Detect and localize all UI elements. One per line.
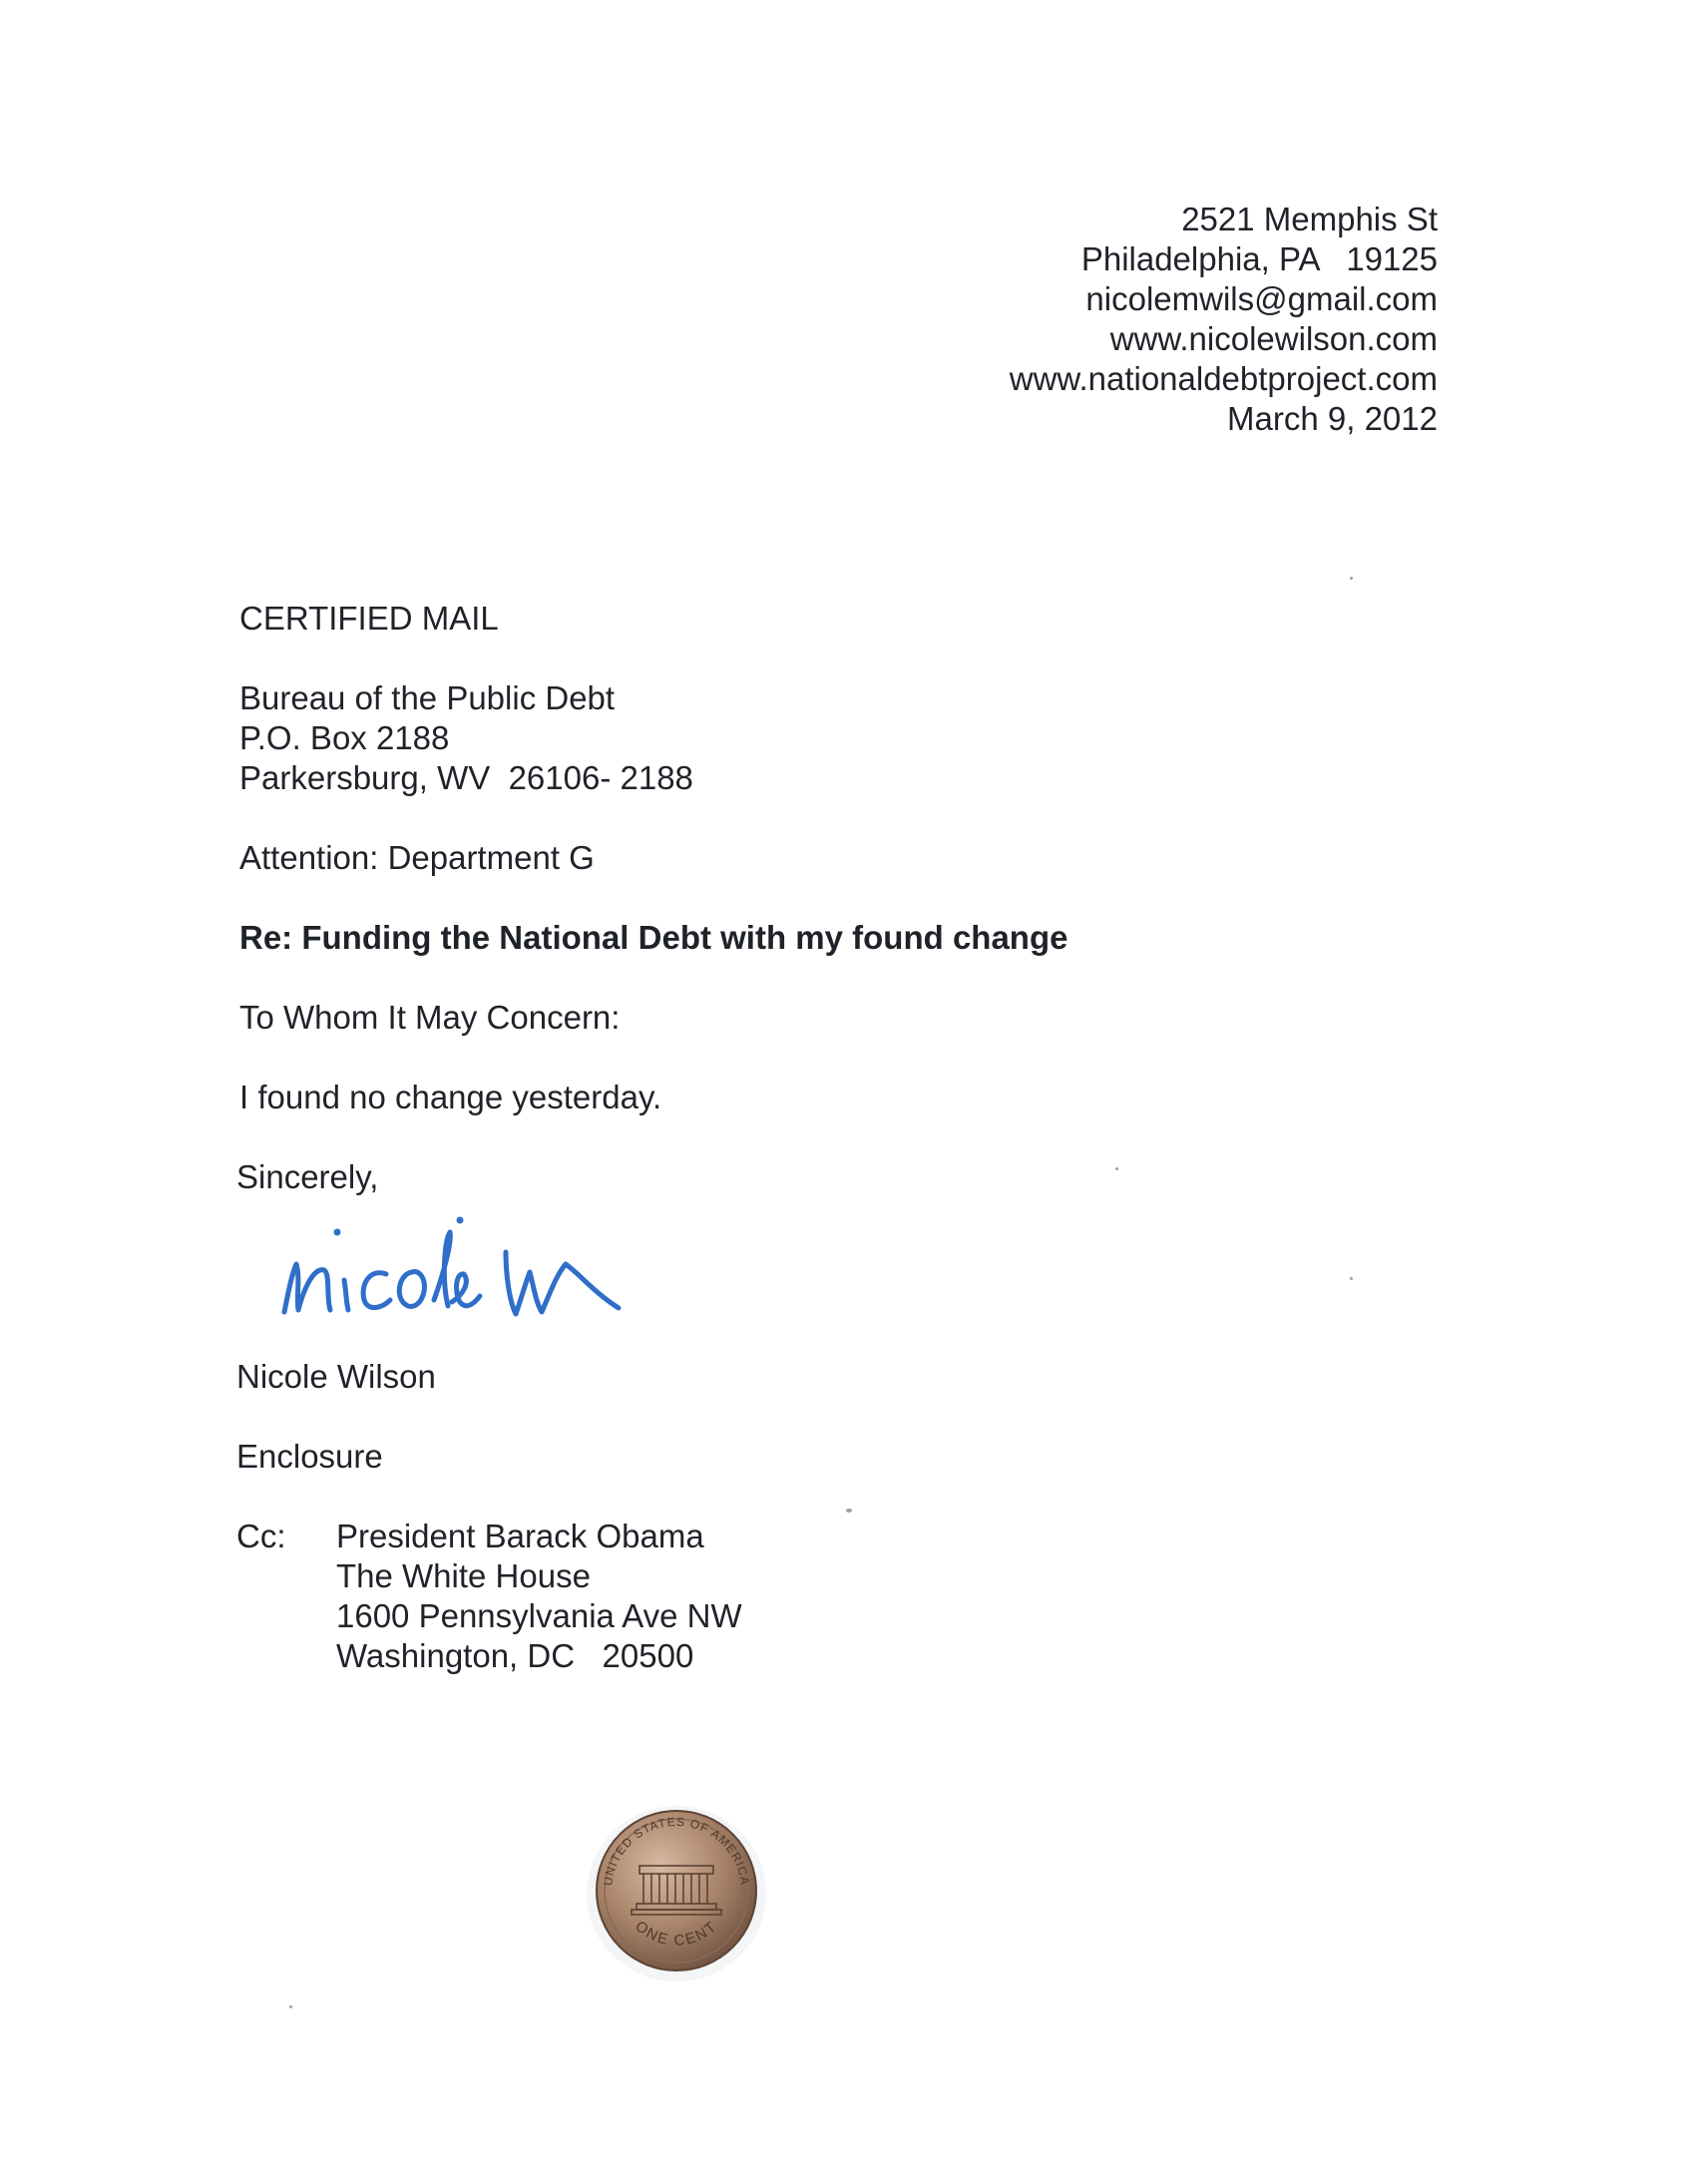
subject-block bbox=[239, 918, 1067, 958]
recipient-city: Parkersburg, WV 26106- 2188 bbox=[239, 759, 693, 796]
scan-speck bbox=[1350, 1277, 1353, 1280]
mail-type: CERTIFIED MAIL bbox=[239, 600, 499, 637]
cc-address bbox=[336, 1517, 742, 1676]
scan-speck bbox=[1115, 1167, 1118, 1170]
attention-block bbox=[239, 838, 595, 878]
sender-website-project: www.nationaldebtproject.com bbox=[1009, 360, 1438, 397]
penny-coin-image bbox=[582, 1796, 771, 1985]
sender-email: nicolemwils@gmail.com bbox=[1085, 280, 1438, 317]
coin-bottom-text: ONE CENT bbox=[632, 1917, 721, 1950]
sender-city: Philadelphia, PA 19125 bbox=[1080, 240, 1438, 277]
scan-speck bbox=[846, 1509, 852, 1513]
recipient-name: Bureau of the Public Debt bbox=[239, 679, 616, 716]
coin-top-text: UNITED STATES OF AMERICA bbox=[601, 1814, 752, 1887]
cc-org: The White House bbox=[336, 1557, 591, 1594]
sender-street: 2521 Memphis St bbox=[1181, 201, 1438, 237]
handwritten-signature bbox=[274, 1202, 653, 1332]
cc-name: President Barack Obama bbox=[336, 1518, 704, 1554]
recipient-box: P.O. Box 2188 bbox=[239, 719, 450, 756]
signer-name: Nicole Wilson bbox=[236, 1358, 436, 1395]
letter-date: March 9, 2012 bbox=[1227, 400, 1438, 437]
subject-line: Re: Funding the National Debt with my found change bbox=[239, 919, 1068, 956]
scan-speck bbox=[1350, 577, 1353, 580]
salutation-block bbox=[239, 998, 620, 1038]
attention-line: Attention: Department G bbox=[239, 839, 595, 876]
body-block bbox=[239, 1078, 661, 1117]
signer-block bbox=[236, 1357, 436, 1397]
cc-label: Cc: bbox=[236, 1518, 286, 1554]
sender-address bbox=[1010, 200, 1438, 439]
sender-website-personal: www.nicolewilson.com bbox=[1109, 320, 1438, 357]
mail-type-block bbox=[239, 599, 499, 639]
body-text: I found no change yesterday. bbox=[239, 1079, 662, 1115]
enclosure-label: Enclosure bbox=[236, 1438, 383, 1475]
cc-city: Washington, DC 20500 bbox=[336, 1637, 694, 1674]
closing-block bbox=[236, 1157, 378, 1197]
recipient-address bbox=[239, 678, 693, 798]
enclosure-block bbox=[236, 1437, 383, 1477]
salutation: To Whom It May Concern: bbox=[239, 999, 621, 1036]
cc-street: 1600 Pennsylvania Ave NW bbox=[336, 1597, 742, 1634]
closing: Sincerely, bbox=[236, 1158, 379, 1195]
scan-speck bbox=[289, 2005, 292, 2008]
